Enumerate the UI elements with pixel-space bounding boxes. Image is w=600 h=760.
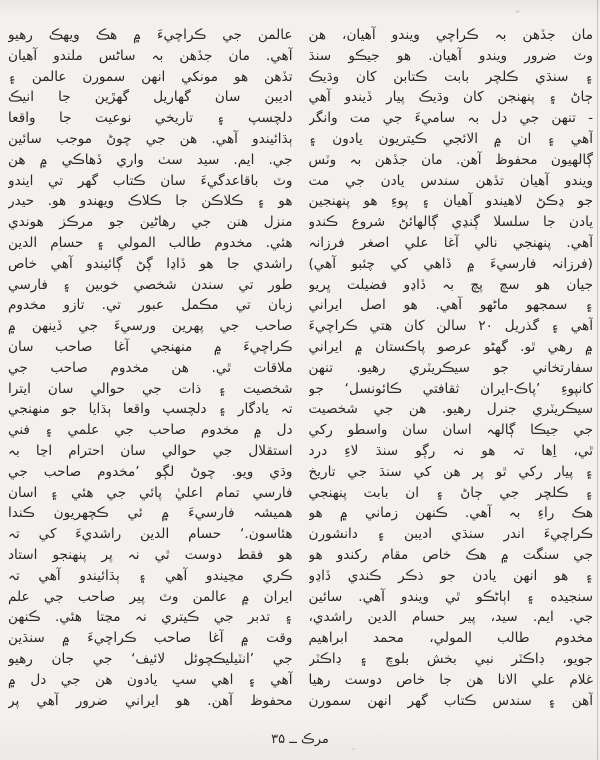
text-line: آهي ۽ گذريل ۲۰ سالن کان هتي ڪراچيءَ [308, 318, 593, 335]
text-line: جي. ايم. سيد سٺ واري ڏهاڪي ۾ هن [8, 151, 293, 168]
text-line: تہ يادگار ۽ دلچسپ واقعا ٻڌايا جو منهنجي [8, 401, 293, 418]
text-line: ۽ سمجهو ماڻهو آهي. هو اصل ايراني [308, 297, 593, 314]
text-line: استقلال جي حوالي سان احترام اڃا بہ [8, 442, 293, 459]
text-line: جويو، ڊاڪٽر نبي بخش بلوچ ۽ ڊاڪٽر [308, 650, 593, 667]
text-line: هو فقط دوست ٿي نہ پر پنهنجو استاد [8, 546, 293, 563]
text-line: جي ’انٽيليڪچوئل لائيف‘ جي جان رهيو [8, 650, 293, 667]
text-line: ڪراچيءَ اندر سنڌي اديبن ۽ دانشورن [308, 526, 593, 543]
text-line: هئي. مخدوم طالب المولي ۽ حسام الدين [8, 234, 293, 251]
text-line: جو ڍڪڻ لاهيندو آهيان ۽ پوءِ هو پنهنجين [308, 193, 593, 210]
text-line: آهي. مان جڏهن بہ ساڻس ملندو آهيان [8, 47, 293, 64]
text-line: مخدوم طالب المولي، محمد ابراهيم [308, 630, 593, 647]
text-line: آهي. پنهنجي نالي آغا علي اصغر فرزانہ [308, 234, 593, 251]
text-line: ڪري مڃيندو آهي ۽ ٻڌائيندو آهي تہ [8, 567, 293, 584]
text-line: - تنهن جي دل بہ ساميءَ جي مت وانگر [308, 110, 593, 127]
text-line: ڳالهيون محفوظ آهن. مان جڏهن بہ وٽس [308, 151, 593, 168]
text-line: تڏهن هو مونکي انهن سمورن عالمن ۽ [8, 68, 293, 85]
text-line: ٻڌائيندو آهي. هن جي چوڻ موجب سائين [8, 130, 293, 147]
text-line: منزل هنن جي رهاڻين جو مرڪز هوندي [8, 214, 293, 231]
text-line: اديبن سان گهاريل گهڙين جا انيڪ [8, 89, 293, 106]
text-line: ۽ تدبر جي ڪيتري نہ مڃتا هئي. ڪنهن [8, 609, 293, 626]
text-line: جي. ايم. سيد، پير حسام الدين راشدي، [308, 609, 593, 626]
text-line: جي سنگت ۾ هڪ خاص مقام رکندو هو [308, 546, 593, 563]
text-line: سفارتخاني جو سيڪريٽري رهيو. تنهن [308, 359, 593, 376]
text-line: زبان تي مڪمل عبور تي. تازو مخدوم [8, 297, 293, 314]
text-line: سنجيده ۽ اٻاڻڪو ٿي ويندو آهي. سائين [308, 588, 593, 605]
text-line: ۽ سنڌي ڪلچر بابت ڪتابن کان وڌيڪ [308, 68, 593, 85]
text-line: هڪ راءِ بہ آهي. ڪنهن زماني ۾ هو [308, 505, 593, 522]
text-line: دل ۾ مخدوم صاحب جي علمي ۽ فني [8, 422, 293, 439]
text-line: ملاقات ٿي. هن مخدوم صاحب جي [8, 359, 293, 376]
text-line: وقت ۾ آغا صاحب ڪراچيءَ ۾ سنڌين [8, 630, 293, 647]
text-line: ۾ رهي ٿو. گهڻو عرصو پاڪستان ۾ ايراني [308, 338, 593, 355]
text-line: ۽ پيار رکي ٿو پر هن کي سنڌ جي تاريخ [308, 463, 593, 480]
text-line: وڌي ويو. چوڻ لڳو ’مخدوم صاحب جي [8, 463, 293, 480]
text-line: سيڪريٽري جنرل رهيو. هن جي شخصيت [308, 401, 593, 418]
text-line: غلام علي الانا هن جا خاص دوست رهيا [308, 671, 593, 688]
text-line: ٿي، اِها تہ هو نہ رڳو سنڌ لاءِ درد [308, 442, 593, 459]
text-line: هميشہ فارسيءَ ۾ ئي ڪچهريون ڪندا [8, 505, 293, 522]
text-line: آهي ۽ ان ۾ الائجي ڪيتريون يادون ۽ [308, 130, 593, 147]
text-line: وٽ باقاعدگيءَ سان ڪتاب گهر تي ايندو [8, 172, 293, 189]
text-line: محفوظ آهن. هو ايراني ضرور آهي پر [8, 692, 293, 709]
column-left [8, 25, 293, 711]
text-line: هئاسون.‘ حسام الدين راشديءَ کي تہ [8, 526, 293, 543]
text-line: (فرزانہ فارسيءَ ۾ ڏاهي کي چئبو آهي) [308, 255, 593, 272]
text-line: عالمن جي ڪراچيءَ ۾ هڪ ويهڪ رهيو [8, 27, 293, 43]
text-line: ۽ هو انهن يادن جو ذڪر ڪندي ڏاڍو [308, 567, 593, 584]
scan-noise-speck [352, 748, 355, 750]
text-line: ڄاڻ ۽ پنهنجن کان وڌيڪ پيار ڏيندو آهي [308, 89, 593, 106]
scan-noise-speck [515, 10, 520, 13]
column-right [309, 25, 594, 711]
text-line: فارسي تمام اعليٰ پائي جي هئي ۽ اسان [8, 484, 293, 501]
scan-edge-shadow [597, 0, 598, 760]
text-line: هو ۽ ڪلاڪن جا ڪلاڪ ويهندو هو. حيدر [8, 193, 293, 210]
text-line: يادن جا سلسلا ڳنڍي ڳالهائڻ شروع ڪندو [308, 214, 593, 231]
text-line: ڪراچيءَ ۾ منهنجي آغا صاحب سان [8, 338, 293, 355]
text-line: آهن ۽ سندس ڪتاب گهر انهن سمورن [308, 692, 593, 709]
text-line: آهي ۽ اهي سڀ يادون هن جي دل ۾ [8, 671, 293, 688]
text-line: وٽ ضرور ويندو آهيان. هو جيڪو سنڌ [308, 47, 593, 64]
text-line: جيان هو سچ پچ بہ ڏاڍو فضيلت ڀريو [308, 276, 593, 293]
text-line: مان جڏهن بہ ڪراچي ويندو آهيان، هن [308, 27, 593, 43]
text-line: دلچسپ ۽ تاريخي نوعيت جا واقعا [8, 110, 293, 127]
text-line: جي جيڪا ڳالهہ اسان سان واسطو رکي [308, 422, 593, 439]
text-line: طور تي سندن شخصي خوبين ۽ فارسي [8, 276, 293, 293]
page-footer: مرڪ ــ ۳۵ [271, 732, 329, 747]
text-line: ايران ۾ عالمن وٽ پير صاحب جي علم [8, 588, 293, 605]
text-line: صاحب جي پهرين ورسيءَ جي ڏينهن ۾ [8, 318, 293, 335]
text-columns [8, 25, 593, 711]
text-line: ويندو آهيان تڏهن سندس يادن جي مت [308, 172, 593, 189]
text-line: کانپوءِ ’پاڪ-ايران ثقافتي ڪائونسل‘ جو [308, 380, 593, 397]
text-line: راشدي جا هو ڏاڍا ڳڻ ڳائيندو آهي خاص [8, 255, 293, 272]
text-line: شخصيت ۽ ذات جي حوالي سان ايترا [8, 380, 293, 397]
text-line: ۽ ڪلچر جي ڄاڻ ۽ ان بابت پنهنجي [308, 484, 593, 501]
